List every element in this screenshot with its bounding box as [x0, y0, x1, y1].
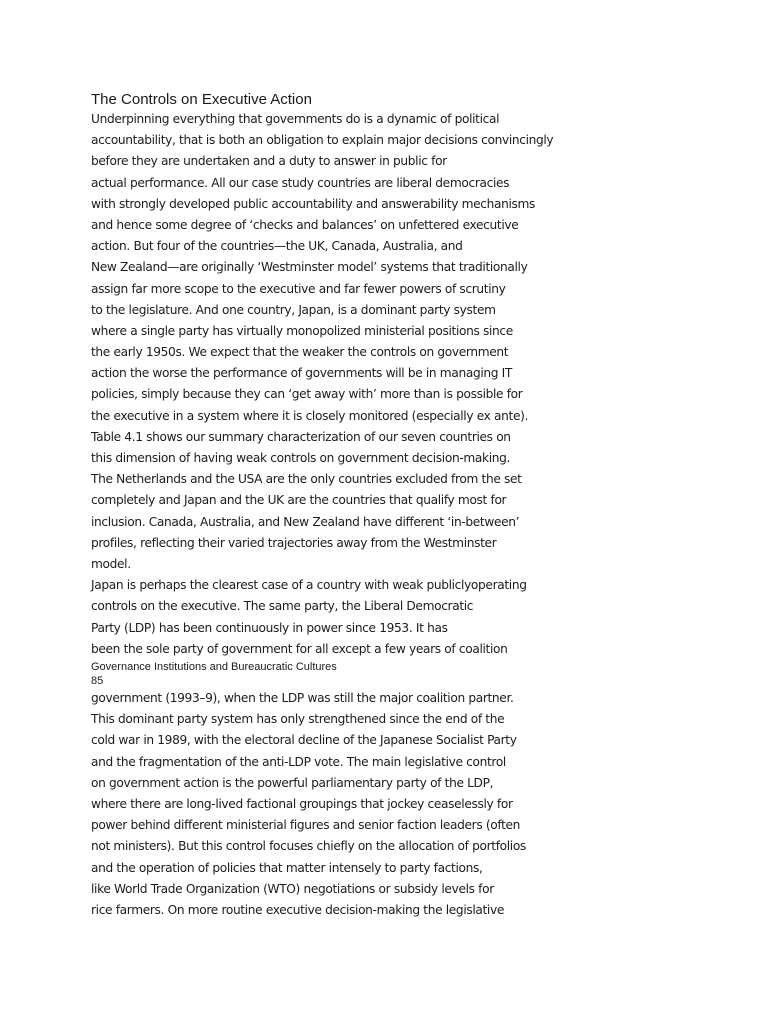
- text-line: and the operation of policies that matter intensely to party factions,: [91, 860, 483, 875]
- text-line: this dimension of having weak controls on government decision-making.: [91, 451, 511, 465]
- text-line: like World Trade Organization (WTO) negotiations or subsidy levels for: [91, 881, 494, 896]
- text-line: where a single party has virtually monopolized ministerial positions since: [91, 323, 513, 338]
- text-line: with strongly developed public accountability and answerability mechanisms: [91, 196, 536, 211]
- text-line: before they are undertaken and a duty to answer in public for: [91, 154, 447, 169]
- text-line: This dominant party system has only strengthened since the end of the: [91, 712, 505, 727]
- page-number: 85: [91, 675, 104, 687]
- text-line: power behind different ministerial figures and senior faction leaders (often: [91, 818, 521, 833]
- text-line: and hence some degree of ‘checks and balances’ on unfettered executive: [91, 217, 519, 232]
- text-line: action the worse the performance of governments will be in managing IT: [91, 366, 512, 381]
- text-line: New Zealand—are originally ‘Westminster model’ systems that traditionally: [91, 260, 528, 275]
- text-line: Japan is perhaps the clearest case of a country with weak publiclyoperating: [91, 578, 527, 593]
- text-line: profiles, reflecting their varied trajectories away from the Westminster: [91, 535, 497, 550]
- text-line: policies, simply because they can ‘get away with’ more than is possible for: [91, 387, 523, 402]
- body-text-block-1: [91, 109, 553, 660]
- text-line: model.: [91, 556, 131, 571]
- section-heading: The Controls on Executive Action: [91, 91, 312, 108]
- text-line: government (1993–9), when the LDP was still the major coalition partner.: [91, 691, 514, 705]
- text-line: action. But four of the countries—the UK, Canada, Australia, and: [91, 239, 463, 254]
- running-head: Governance Institutions and Bureaucratic Cultures: [91, 661, 337, 673]
- text-line: to the legislature. And one country, Japan, is a dominant party system: [91, 302, 496, 317]
- text-line: the executive in a system where it is closely monitored (especially ex ante).: [91, 408, 529, 423]
- text-line: on government action is the powerful parliamentary party of the LDP,: [91, 775, 494, 790]
- text-line: been the sole party of government for all except a few years of coalition: [91, 641, 508, 656]
- text-line: cold war in 1989, with the electoral decline of the Japanese Socialist Party: [91, 733, 517, 748]
- text-line: assign far more scope to the executive and far fewer powers of scrutiny: [91, 281, 506, 296]
- text-line: rice farmers. On more routine executive decision-making the legislative: [91, 902, 504, 917]
- body-text-block-2: [91, 688, 526, 921]
- text-line: accountability, that is both an obligation to explain major decisions convincingly: [91, 133, 554, 148]
- text-line: controls on the executive. The same party, the Liberal Democratic: [91, 599, 474, 614]
- text-line: completely and Japan and the UK are the countries that qualify most for: [91, 493, 507, 508]
- text-line: inclusion. Canada, Australia, and New Zealand have different ‘in-between’: [91, 514, 520, 529]
- text-line: and the fragmentation of the anti-LDP vote. The main legislative control: [91, 754, 506, 769]
- text-line: Party (LDP) has been continuously in power since 1953. It has: [91, 620, 448, 635]
- text-line: not ministers). But this control focuses chiefly on the allocation of portfolios: [91, 839, 526, 854]
- text-line: The Netherlands and the USA are the only countries excluded from the set: [91, 472, 522, 487]
- text-line: actual performance. All our case study countries are liberal democracies: [91, 175, 510, 190]
- text-line: Underpinning everything that governments do is a dynamic of political: [91, 112, 500, 126]
- text-line: the early 1950s. We expect that the weaker the controls on government: [91, 345, 509, 360]
- text-line: Table 4.1 shows our summary characterization of our seven countries on: [91, 429, 511, 444]
- text-line: where there are long-lived factional groupings that jockey ceaselessly for: [91, 796, 513, 811]
